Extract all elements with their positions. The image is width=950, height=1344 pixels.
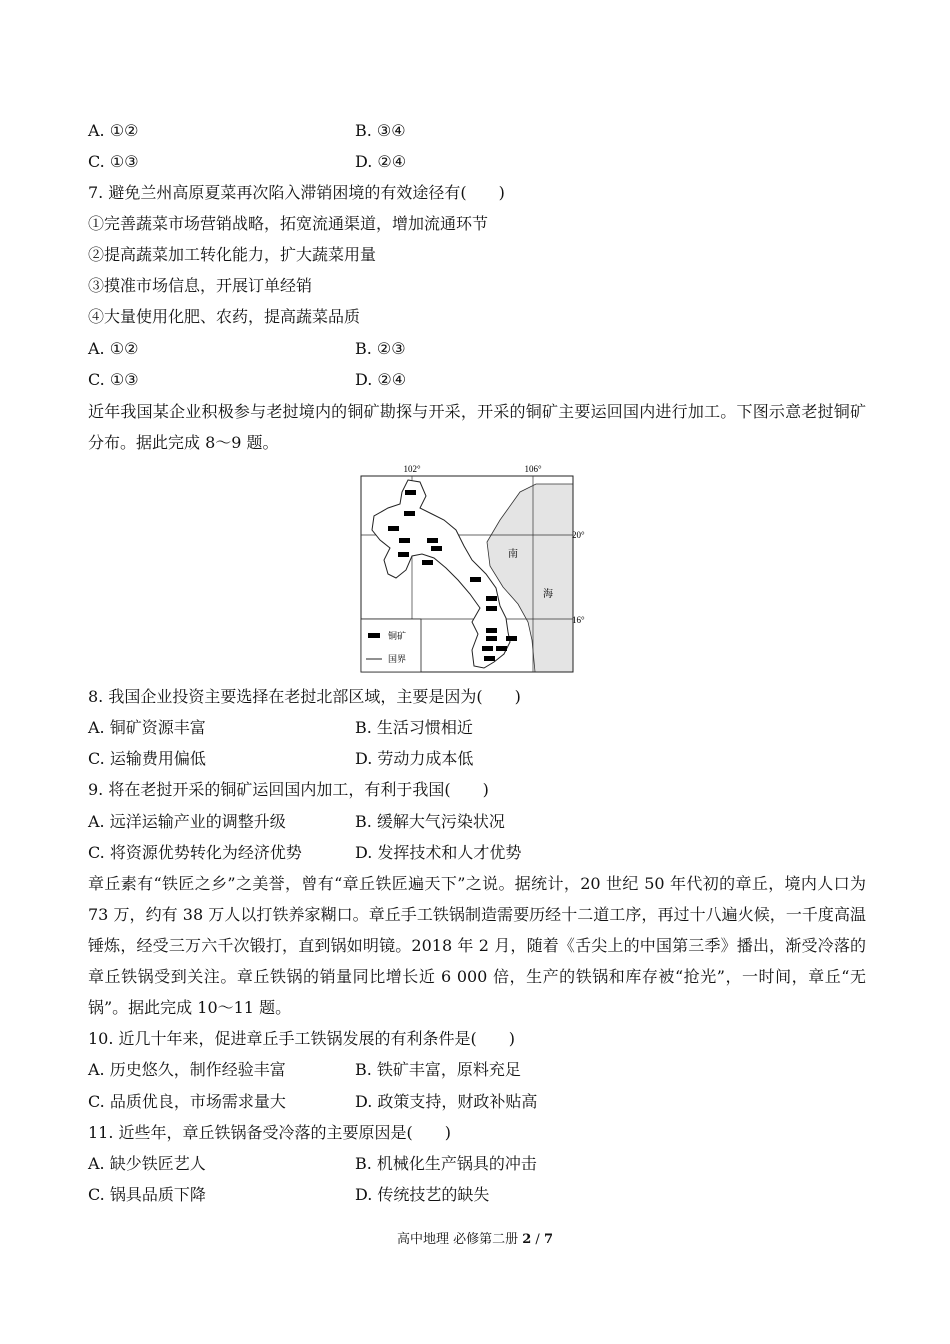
lat-label-16: 16° bbox=[572, 615, 585, 625]
q7-item-2: ②提高蔬菜加工转化能力，扩大蔬菜用量 bbox=[88, 245, 377, 264]
q11-option-c: C. 锅具品质下降 bbox=[88, 1185, 206, 1204]
sea-label-2: 海 bbox=[543, 589, 553, 600]
q8-option-c: C. 运输费用偏低 bbox=[88, 749, 206, 768]
q10-option-a: A. 历史悠久，制作经验丰富 bbox=[88, 1060, 286, 1079]
lon-label-102: 102° bbox=[403, 464, 421, 474]
copper-deposit bbox=[431, 546, 442, 551]
legend-copper-symbol bbox=[368, 633, 380, 638]
q11-option-d: D. 传统技艺的缺失 bbox=[355, 1185, 490, 1204]
copper-deposit bbox=[486, 636, 497, 641]
page-footer bbox=[0, 1228, 950, 1247]
q11-option-a: A. 缺少铁匠艺人 bbox=[88, 1154, 206, 1173]
sea-label-1: 南 bbox=[508, 549, 518, 560]
copper-deposit bbox=[486, 628, 497, 633]
q7-item-4: ④大量使用化肥、农药，提高蔬菜品质 bbox=[88, 307, 361, 326]
q6-option-c: C. ①③ bbox=[88, 152, 139, 171]
passage-zhangqiu-wok: 章丘素有“铁匠之乡”之美誉，曾有“章丘铁匠遍天下”之说。据统计，20 世纪 50 年代初的章丘，境内人口为 73 万，约有 38 万人以打铁养家糊口。章丘手工铁锅制造需要历经十二道工序，再过十八遍火候，一千度高温锤炼，经受三万六千次锻打，直到锅如明镜。2018 年 2 月，随着《舌尖上的中国第三季》播出，渐受冷落的章丘铁锅受到关注。章丘铁锅的销量同比增长近 6 000 倍，生产的铁锅和库存被“抢光”，一时间，章丘“无锅”。据此完成 10～11 题。 bbox=[88, 874, 866, 1017]
q10-stem: 10. 近几十年来，促进章丘手工铁锅发展的有利条件是( ) bbox=[88, 1029, 516, 1048]
q10-option-c: C. 品质优良，市场需求量大 bbox=[88, 1092, 286, 1111]
q10-option-d: D. 政策支持，财政补贴高 bbox=[355, 1092, 538, 1111]
copper-deposit bbox=[404, 511, 415, 516]
passage-laos-copper: 近年我国某企业积极参与老挝境内的铜矿勘探与开采，开采的铜矿主要运回国内进行加工。下图示意老挝铜矿分布。据此完成 8～9 题。 bbox=[88, 402, 866, 452]
copper-deposit bbox=[484, 656, 495, 661]
q8-option-a: A. 铜矿资源丰富 bbox=[88, 718, 206, 737]
footer-page-number: 2 bbox=[522, 1232, 532, 1247]
q6-option-a: A. ①② bbox=[88, 121, 139, 140]
copper-deposit bbox=[388, 526, 399, 531]
q7-option-a: A. ①② bbox=[88, 339, 139, 358]
copper-deposit bbox=[427, 538, 438, 543]
q9-stem: 9. 将在老挝开采的铜矿运回国内加工，有利于我国( ) bbox=[88, 780, 489, 799]
q7-option-b: B. ②③ bbox=[355, 339, 406, 358]
copper-deposit bbox=[486, 606, 497, 611]
legend-border-label: 国界 bbox=[388, 654, 407, 664]
footer-page-total: 7 bbox=[543, 1232, 553, 1247]
q7-item-3: ③摸准市场信息，开展订单经销 bbox=[88, 276, 313, 295]
q7-option-d: D. ②④ bbox=[355, 370, 407, 389]
lat-label-20: 20° bbox=[572, 530, 585, 540]
copper-deposit bbox=[398, 552, 409, 557]
q9-option-d: D. 发挥技术和人才优势 bbox=[355, 843, 522, 862]
lon-label-106: 106° bbox=[524, 464, 542, 474]
q10-option-b: B. 铁矿丰富，原料充足 bbox=[355, 1060, 521, 1079]
q8-option-b: B. 生活习惯相近 bbox=[355, 718, 473, 737]
laos-copper-map bbox=[360, 462, 585, 674]
footer-separator: / bbox=[531, 1232, 544, 1247]
copper-deposit bbox=[482, 646, 493, 651]
q9-option-b: B. 缓解大气污染状况 bbox=[355, 812, 505, 831]
copper-deposit bbox=[496, 646, 507, 651]
copper-deposit bbox=[399, 538, 410, 543]
copper-deposit bbox=[405, 490, 416, 495]
copper-deposit bbox=[486, 596, 497, 601]
q6-option-d: D. ②④ bbox=[355, 152, 407, 171]
q8-stem: 8. 我国企业投资主要选择在老挝北部区域，主要是因为( ) bbox=[88, 687, 521, 706]
q7-item-1: ①完善蔬菜市场营销战略，拓宽流通渠道，增加流通环节 bbox=[88, 214, 489, 233]
q11-stem: 11. 近些年，章丘铁锅备受冷落的主要原因是( ) bbox=[88, 1123, 452, 1142]
copper-deposit bbox=[470, 577, 481, 582]
copper-deposit bbox=[506, 636, 517, 641]
legend-copper-label: 铜矿 bbox=[388, 631, 407, 641]
footer-title: 高中地理 必修第二册 bbox=[396, 1232, 523, 1247]
q7-option-c: C. ①③ bbox=[88, 370, 139, 389]
q11-option-b: B. 机械化生产锅具的冲击 bbox=[355, 1154, 537, 1173]
q7-stem: 7. 避免兰州高原夏菜再次陷入滞销困境的有效途径有( ) bbox=[88, 183, 505, 202]
q8-option-d: D. 劳动力成本低 bbox=[355, 749, 474, 768]
q9-option-a: A. 远洋运输产业的调整升级 bbox=[88, 812, 286, 831]
q9-option-c: C. 将资源优势转化为经济优势 bbox=[88, 843, 302, 862]
copper-deposit bbox=[422, 560, 433, 565]
legend-box bbox=[361, 619, 421, 672]
q6-option-b: B. ③④ bbox=[355, 121, 406, 140]
